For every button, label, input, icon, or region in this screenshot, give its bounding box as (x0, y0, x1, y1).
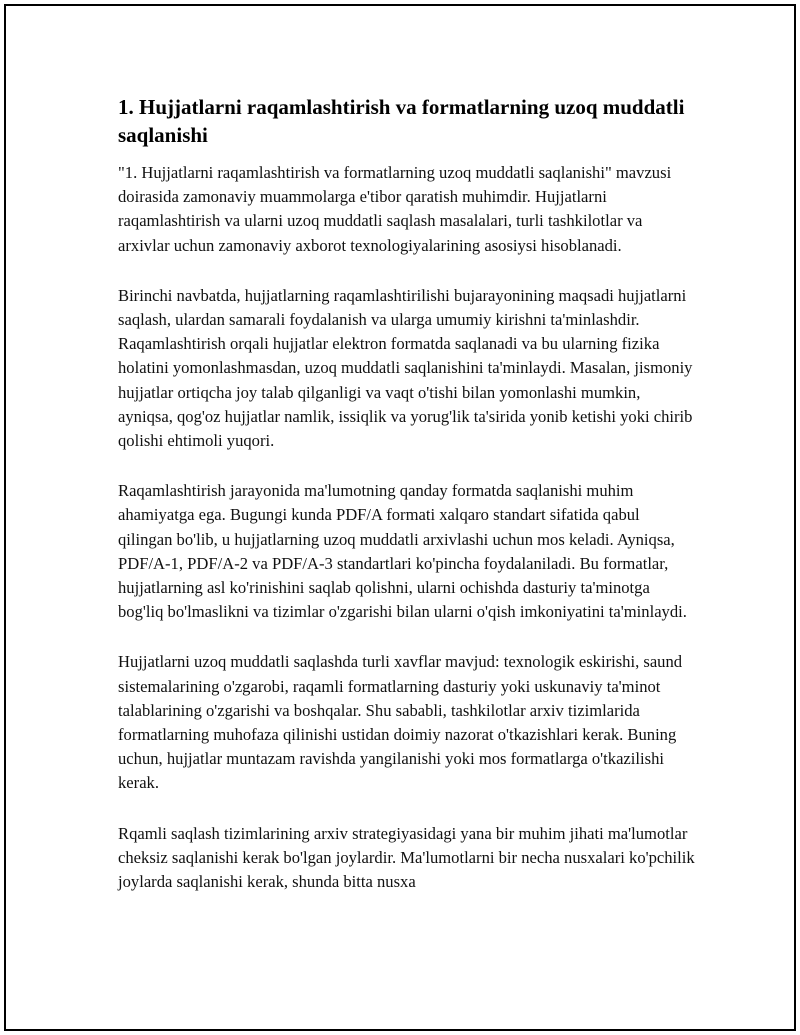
document-title: 1. Hujjatlarni raqamlashtirish va formatlarning uzoq muddatli saqlanishi (118, 95, 685, 147)
paragraph-intro: "1. Hujjatlarni raqamlashtirish va formatlarning uzoq muddatli saqlanishi" mavzusi doirasida zamonaviy muammolarga e'tibor qaratish muhimdir. Hujjatlarni raqamlashtirish va ularni uzoq muddatli saqlash masalalari, turli tashkilotlar va arxivlar uchun zamonaviy axborot texnologiyalarining asosiysi hisoblanadi. (118, 163, 672, 255)
paragraph-risks: Hujjatlarni uzoq muddatli saqlashda turli xavflar mavjud: texnologik eskirishi, saund sistemalarining o'zgarobi, raqamli formatlarning dasturiy yoki uskunaviy ta'minot talablarining o'zgarishi va boshqalar. Shu sababli, tashkilotlar arxiv tizimlarida formatlarning muhofaza qilinishi ustidan doimiy nazorat o'tkazishlari kerak. Buning uchun, hujjatlar muntazam ravishda yangilanishi yoki mos formatlarga o'tkazilishi kerak. (118, 652, 683, 793)
document-body (118, 93, 698, 920)
paragraph-digitization-purpose: Birinchi navbatda, hujjatlarning raqamlashtirilishi bujarayonining maqsadi hujjatlarni saqlash, ulardan samarali foydalanish va ularga umumiy kirishni ta'minlashdir. Raqamlashtirish orqali hujjatlar elektron formatda saqlanadi va bu ularning fizika holatini yomonlashmasdan, uzoq muddatli saqlanishini ta'minlaydi. Masalan, jismoniy hujjatlar ortiqcha joy talab qilganligi va vaqt o'tishi bilan yomonlashi mumkin, ayniqsa, qog'oz hujjatlar namlik, issiqlik va yorug'lik ta'sirida yonib ketishi yoki chirib qolishi ehtimoli yuqori. (118, 285, 693, 451)
paragraph-storage-strategy: Rqamli saqlash tizimlarining arxiv strategiyasidagi yana bir muhim jihati ma'lumotlar cheksiz saqlanishi kerak bo'lgan joylardir. Ma'lumotlarni bir necha nusxalari ko'pchilik joylarda saqlanishi kerak, shunda bitta nusxa (118, 823, 695, 892)
paragraph-formats: Raqamlashtirish jarayonida ma'lumotning qanday formatda saqlanishi muhim ahamiyatga ega. Bugungi kunda PDF/A formati xalqaro standart sifatida qabul qilingan bo'lib, u hujjatlarning uzoq muddatli arxivlashi uchun mos keladi. Ayniqsa, PDF/A-1, PDF/A-2 va PDF/A-3 standartlari ko'pincha foydalaniladi. Bu formatlar, hujjatlarning asl ko'rinishini saqlab qolishni, ularni ochishda dasturiy ta'minotga bog'liq bo'lmaslikni va tizimlar o'zgarishi bilan ularni o'qish imkoniyatini ta'minlaydi. (118, 481, 687, 622)
